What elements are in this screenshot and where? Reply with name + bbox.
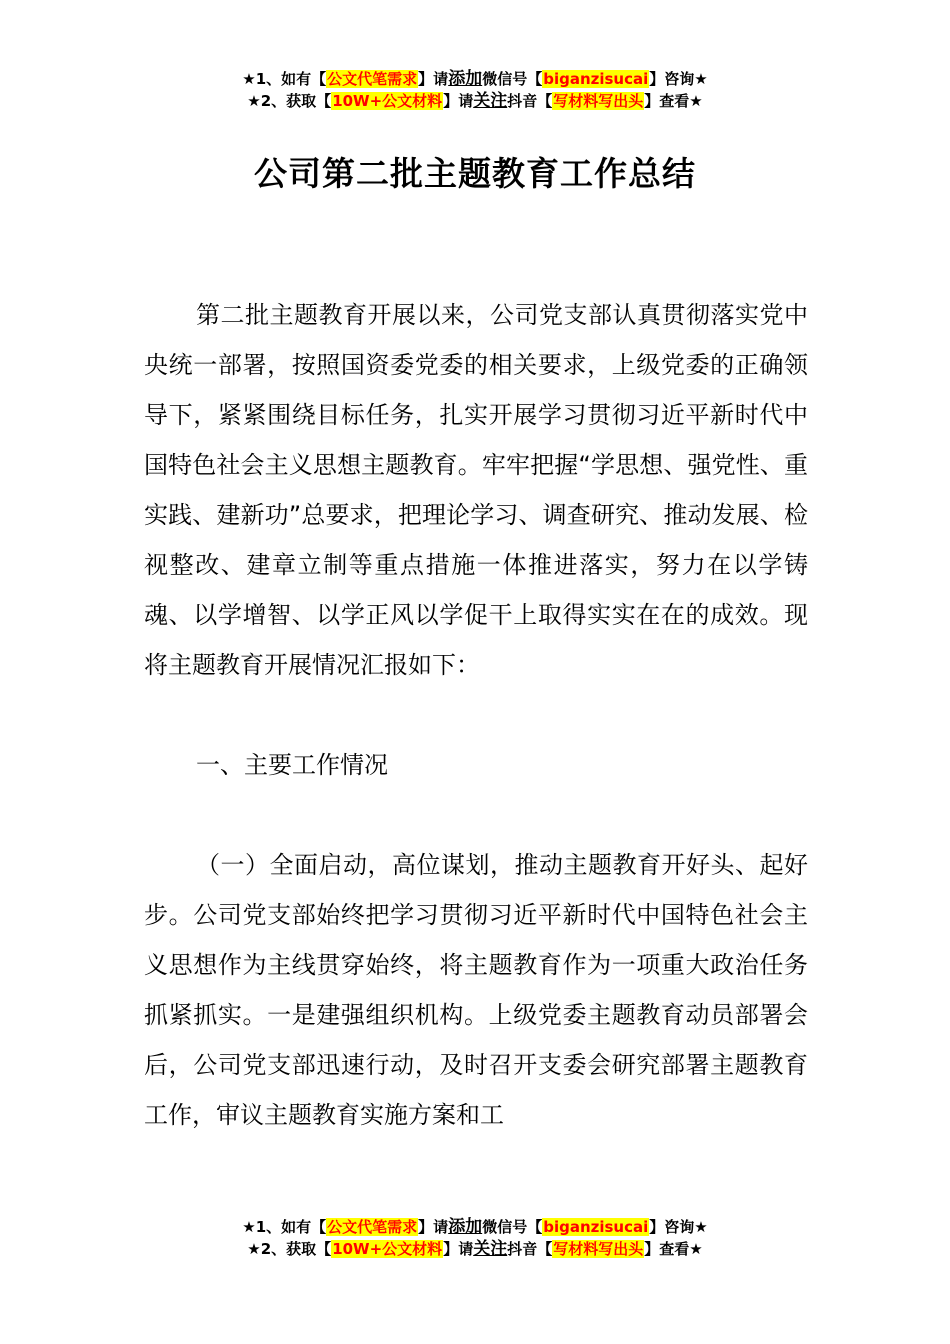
- promo-text: 抖音【: [507, 1240, 553, 1258]
- promo-text: ★1、如有【: [242, 1218, 327, 1236]
- document-body: [144, 290, 808, 1140]
- promo-underlined-text: 关注: [473, 1239, 508, 1259]
- promo-text: 】咨询★: [649, 1218, 708, 1236]
- promo-line-2: [0, 1238, 950, 1260]
- section-heading: 一、主要工作情况: [196, 751, 388, 779]
- promo-text: 】查看★: [644, 92, 703, 110]
- promo-text: 微信号【: [482, 1218, 543, 1236]
- promo-text: ★2、获取【: [247, 92, 332, 110]
- document-title: 公司第二批主题教育工作总结: [254, 154, 696, 193]
- promo-text: ★2、获取【: [247, 1240, 332, 1258]
- intro-paragraph: 第二批主题教育开展以来，公司党支部认真贯彻落实党中央统一部署，按照国资委党委的相关要求，上级党委的正确领导下，紧紧围绕目标任务，扎实开展学习贯彻习近平新时代中国特色社会主义思想主题教育。牢牢把握“学思想、强党性、重实践、建新功”总要求，把理论学习、调查研究、推动发展、检视整改、建章立制等重点措施一体推进落实，努力在以学铸魂、以学增智、以学正风以学促干上取得实实在在的成效。现将主题教育开展情况汇报如下：: [144, 301, 808, 679]
- paragraph-gap: [144, 690, 808, 740]
- promo-wechat-id: biganzisucai: [543, 1218, 649, 1236]
- promo-text: 】查看★: [644, 1240, 703, 1258]
- promo-wechat-id: biganzisucai: [543, 70, 649, 88]
- promo-douyin-id: 写材料写出头: [553, 92, 644, 110]
- promo-line-2: [0, 90, 950, 112]
- promo-text: 】请: [418, 70, 449, 88]
- promo-text: 】请: [443, 1240, 474, 1258]
- promo-text: 】请: [443, 92, 474, 110]
- promo-banner-top: [0, 68, 950, 112]
- promo-highlight: 公文代笔需求: [327, 70, 418, 88]
- promo-douyin-id: 写材料写出头: [553, 1240, 644, 1258]
- promo-banner-bottom: [0, 1216, 950, 1260]
- promo-underlined-text: 添加: [448, 1217, 483, 1237]
- section-paragraph: （一）全面启动，高位谋划，推动主题教育开好头、起好步。公司党支部始终把学习贯彻习近平新时代中国特色社会主义思想作为主线贯穿始终，将主题教育作为一项重大政治任务抓紧抓实。一是建强组织机构。上级党委主题教育动员部署会后，公司党支部迅速行动，及时召开支委会研究部署主题教育工作，审议主题教育实施方案和工: [144, 851, 808, 1129]
- promo-text: 微信号【: [482, 70, 543, 88]
- promo-highlight: 10W+公文材料: [332, 1240, 443, 1258]
- promo-line-1: [0, 1216, 950, 1238]
- promo-highlight: 10W+公文材料: [332, 92, 443, 110]
- promo-underlined-text: 添加: [448, 69, 483, 89]
- promo-highlight: 公文代笔需求: [327, 1218, 418, 1236]
- promo-text: 抖音【: [507, 92, 553, 110]
- promo-line-1: [0, 68, 950, 90]
- promo-text: ★1、如有【: [242, 70, 327, 88]
- promo-text: 】请: [418, 1218, 449, 1236]
- paragraph-gap: [144, 790, 808, 840]
- promo-underlined-text: 关注: [473, 91, 508, 111]
- promo-text: 】咨询★: [649, 70, 708, 88]
